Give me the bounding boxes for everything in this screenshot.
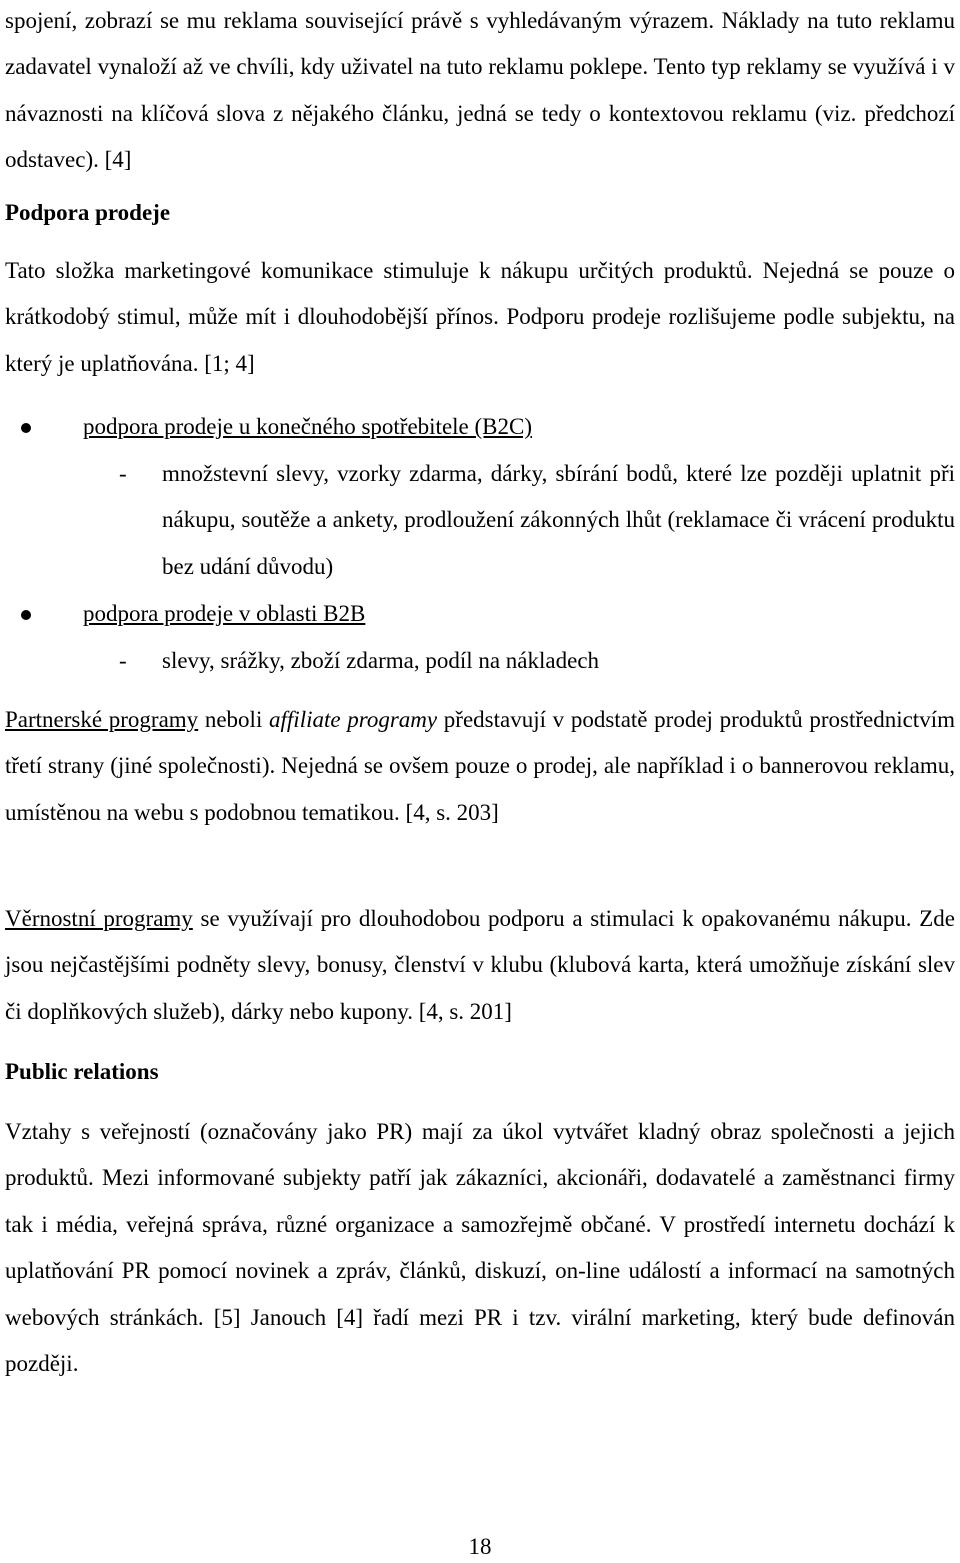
sales-promotion-paragraph: Tato složka marketingové komunikace stimuluje k nákupu určitých produktů. Nejedná se pouze o krátkodobý stimul, může mít i dlouhodobější přínos. Podporu prodeje rozlišujeme podle subjektu, na který je uplatňována. [1; 4] xyxy=(5,258,955,376)
dash-item-b2b xyxy=(5,638,955,684)
dash-item-b2c xyxy=(5,451,955,590)
bullet-item-b2b xyxy=(5,591,955,637)
dash-item-text: množstevní slevy, vzorky zdarma, dárky, sbírání bodů, které lze později uplatnit při nákupu, soutěže a ankety, prodloužení zákonných lhůt (reklamace či vrácení produktu bez udání důvodu) xyxy=(162,461,955,579)
affiliate-rest: představují v podstatě prodej produktů prostřednictvím třetí strany (jiné společnosti). Nejedná se ovšem pouze o prodej, ale například i o bannerovou reklamu, umístěnou na webu s podobnou tematikou. [4, s. 203] xyxy=(5,707,955,825)
sales-promotion-list-item xyxy=(5,404,955,450)
bullet-item-b2c xyxy=(5,404,955,450)
dash-marker: - xyxy=(119,648,127,673)
bullet-icon xyxy=(21,423,31,433)
loyalty-term: Věrnostní programy xyxy=(5,906,193,931)
pr-heading-block xyxy=(5,1049,955,1095)
page-number: 18 xyxy=(468,1534,492,1559)
bullet-label: podpora prodeje v oblasti B2B xyxy=(83,601,366,626)
pr-paragraph: Vztahy s veřejností (označovány jako PR) mají za úkol vytvářet kladný obraz společnosti a jejich produktů. Mezi informované subjekty patří jak zákazníci, akcionáři, dodavatelé a zaměstnanci firmy tak i média, veřejná správa, různé organizace a samozřejmě občané. V prostředí internetu dochází k uplatňování PR pomocí novinek a zpráv, článků, diskuzí, on-line událostí a informací na samotných webových stránkách. [5] Janouch [4] řadí mezi PR i tzv. virální marketing, který bude definován později. xyxy=(5,1119,955,1377)
sales-promotion-detail-block xyxy=(5,451,955,590)
sales-promotion-paragraph-block xyxy=(5,248,955,387)
bullet-icon xyxy=(21,610,31,620)
sales-promotion-heading: Podpora prodeje xyxy=(5,200,171,225)
bullet-label: podpora prodeje u konečného spotřebitele (B2C) xyxy=(83,414,533,439)
intro-block xyxy=(5,0,955,184)
intro-paragraph: spojení, zobrazí se mu reklama související právě s vyhledávaným výrazem. Náklady na tuto reklamu zadavatel vynaloží až ve chvíli, kdy uživatel na tuto reklamu poklepe. Tento typ reklamy se využívá i v návaznosti na klíčová slova z nějakého článku, jedná se tedy o kontextovou reklamu (viz. předchozí odstavec). [4] xyxy=(5,8,955,173)
loyalty-block xyxy=(5,896,955,1035)
dash-item-text: slevy, srážky, zboží zdarma, podíl na nákladech xyxy=(162,648,600,673)
pr-paragraph-block xyxy=(5,1109,955,1387)
affiliate-italic-term: affiliate programy xyxy=(269,707,438,732)
pr-heading: Public relations xyxy=(5,1059,159,1084)
affiliate-term: Partnerské programy xyxy=(5,707,199,732)
dash-marker: - xyxy=(119,461,127,486)
affiliate-block xyxy=(5,697,955,836)
affiliate-paragraph xyxy=(5,697,955,836)
affiliate-connector: neboli xyxy=(198,707,270,732)
sales-promotion-list-item xyxy=(5,591,955,637)
sales-promotion-detail-block xyxy=(5,638,955,684)
sales-promotion-heading-block xyxy=(5,190,955,236)
loyalty-rest: se využívají pro dlouhodobou podporu a stimulaci k opakovanému nákupu. Zde jsou nejčastějšími podněty slevy, bonusy, členství v klubu (klubová karta, která umožňuje získání slev či doplňkových služeb), dárky nebo kupony. [4, s. 201] xyxy=(5,906,955,1024)
loyalty-paragraph xyxy=(5,896,955,1035)
